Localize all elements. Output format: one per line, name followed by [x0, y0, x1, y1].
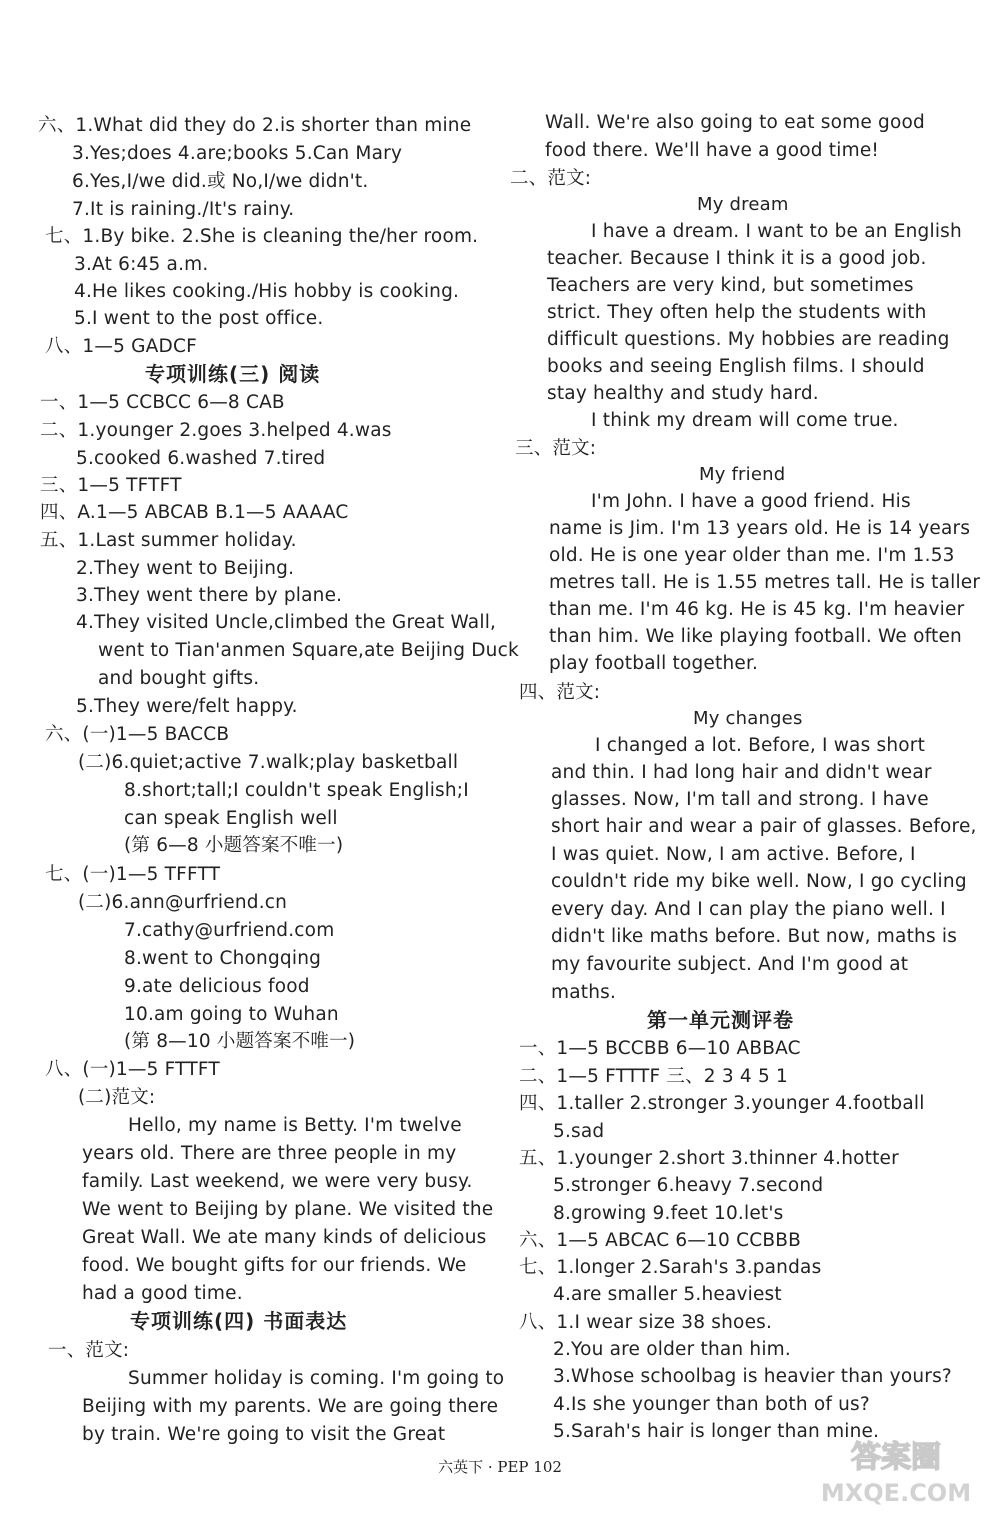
essay-title: My dream [697, 194, 789, 215]
essay-line: I think my dream will come true. [591, 410, 899, 431]
section-heading: 第一单元测评卷 [647, 1008, 794, 1032]
essay-line: We went to Beijing by plane. We visited the [82, 1199, 494, 1220]
answer-line: 四、1.taller 2.stronger 3.younger 4.football [519, 1093, 925, 1114]
essay-title: My friend [699, 464, 786, 485]
essay-line: every day. And I can play the piano well. I [551, 899, 946, 920]
answer-line: 六、1—5 ABCAC 6—10 CCBBB [519, 1230, 801, 1251]
essay-line: metres tall. He is 1.55 metres tall. He is taller [549, 572, 981, 593]
essay-line: I was quiet. Now, I am active. Before, I [551, 844, 916, 865]
watermark-domain: MXQE.COM [820, 1479, 972, 1507]
essay-line: old. He is one year older than me. I'm 1.53 [549, 545, 955, 566]
answer-line: 8.short;tall;I couldn't speak English;I [124, 780, 469, 801]
answer-line: 二、范文: [510, 168, 592, 189]
answer-line: 2.They went to Beijing. [76, 558, 295, 579]
answer-line: 3.Whose schoolbag is heavier than yours? [553, 1366, 952, 1387]
essay-line: Hello, my name is Betty. I'm twelve [128, 1115, 462, 1136]
section-heading: 专项训练(四) 书面表达 [130, 1309, 348, 1333]
answer-line: 七、1.longer 2.Sarah's 3.pandas [519, 1257, 822, 1278]
answer-line: can speak English well [124, 808, 338, 829]
answer-line: (二)6.ann@urfriend.cn [78, 892, 288, 913]
answer-line: 四、范文: [519, 682, 601, 703]
answer-line: 7.cathy@urfriend.com [124, 920, 335, 941]
answer-line: 七、1.By bike. 2.She is cleaning the/her room. [45, 226, 479, 247]
essay-line: strict. They often help the students with [547, 302, 927, 323]
answer-line: 一、1—5 CCBCC 6—8 CAB [40, 392, 285, 413]
answer-line: 9.ate delicious food [124, 976, 310, 997]
answer-line: 一、范文: [48, 1340, 130, 1361]
essay-title: My changes [693, 708, 803, 729]
essay-line: my favourite subject. And I'm good at [551, 954, 909, 975]
essay-line: glasses. Now, I'm tall and strong. I have [551, 789, 929, 810]
answer-line: 8.growing 9.feet 10.let's [553, 1203, 784, 1224]
essay-line: play football together. [549, 653, 759, 674]
answer-line: 五、1.younger 2.short 3.thinner 4.hotter [519, 1148, 899, 1169]
answer-line: 三、1—5 TFTFT [40, 475, 182, 496]
answer-line: 二、1.younger 2.goes 3.helped 4.was [40, 420, 392, 441]
essay-line: food. We bought gifts for our friends. We [82, 1255, 467, 1276]
answer-line: 八、(一)1—5 FTTFT [45, 1059, 220, 1080]
answer-line: 八、1.I wear size 38 shoes. [519, 1312, 773, 1333]
answer-line: 3.Yes;does 4.are;books 5.Can Mary [72, 143, 403, 164]
answer-line: went to Tian'anmen Square,ate Beijing Duck [98, 640, 519, 661]
answer-line: 6.Yes,I/we did.或 No,I/we didn't. [72, 171, 369, 192]
essay-line: by train. We're going to visit the Great [82, 1424, 446, 1445]
answer-line: 四、A.1—5 ABCAB B.1—5 AAAAC [40, 502, 349, 523]
essay-line: maths. [551, 982, 617, 1003]
answer-line: 六、1.What did they do 2.is shorter than mine [38, 115, 472, 136]
essay-line: than him. We like playing football. We often [549, 626, 962, 647]
answer-line: 2.You are older than him. [553, 1339, 791, 1360]
answer-line: 5.cooked 6.washed 7.tired [76, 448, 326, 469]
answer-line: 5.stronger 6.heavy 7.second [553, 1175, 824, 1196]
page-footer: 六英下 · PEP 102 [438, 1458, 562, 1476]
answer-line: 二、1—5 FTTTF 三、2 3 4 5 1 [519, 1066, 788, 1087]
answer-line: 4.They visited Uncle,climbed the Great Wall, [76, 612, 497, 633]
essay-line: name is Jim. I'm 13 years old. He is 14 years [549, 518, 971, 539]
answer-line: (二)范文: [78, 1087, 156, 1108]
answer-line: 5.They were/felt happy. [76, 696, 298, 717]
answer-note: (第 8—10 小题答案不唯一) [124, 1031, 356, 1052]
answer-note: (第 6—8 小题答案不唯一) [124, 835, 344, 856]
answer-line: 七、(一)1—5 TFFTT [45, 864, 221, 885]
answer-line: and bought gifts. [98, 668, 260, 689]
essay-line: years old. There are three people in my [82, 1143, 457, 1164]
answer-line: 3.At 6:45 a.m. [74, 254, 209, 275]
answer-line: 五、1.Last summer holiday. [40, 530, 297, 551]
answer-line: 4.are smaller 5.heaviest [553, 1284, 782, 1305]
answer-line: 7.It is raining./It's rainy. [72, 199, 295, 220]
essay-line: family. Last weekend, we were very busy. [82, 1171, 473, 1192]
answer-line: 3.They went there by plane. [76, 585, 343, 606]
essay-line: books and seeing English films. I should [547, 356, 925, 377]
essay-line: didn't like maths before. But now, maths is [551, 926, 958, 947]
essay-line: short hair and wear a pair of glasses. Before, [551, 816, 977, 837]
essay-line: Great Wall. We ate many kinds of delicious [82, 1227, 487, 1248]
answer-line: 8.went to Chongqing [124, 948, 322, 969]
answer-line: 八、1—5 GADCF [45, 336, 197, 357]
answer-line: 4.He likes cooking./His hobby is cooking. [74, 281, 460, 302]
essay-line: than me. I'm 46 kg. He is 45 kg. I'm heavier [549, 599, 965, 620]
answer-line: 5.sad [553, 1121, 605, 1142]
watermark-text: 答案圈 [851, 1440, 941, 1475]
essay-line: couldn't ride my bike well. Now, I go cycling [551, 871, 967, 892]
essay-line: I'm John. I have a good friend. His [591, 491, 911, 512]
answer-line: 4.Is she younger than both of us? [553, 1394, 870, 1415]
answer-line: 10.am going to Wuhan [124, 1004, 339, 1025]
answer-line: 5.I went to the post office. [74, 308, 324, 329]
essay-line: Teachers are very kind, but sometimes [547, 275, 914, 296]
essay-line: difficult questions. My hobbies are reading [547, 329, 950, 350]
answer-line: 一、1—5 BCCBB 6—10 ABBAC [519, 1038, 801, 1059]
essay-line: stay healthy and study hard. [547, 383, 819, 404]
answer-line: (二)6.quiet;active 7.walk;play basketball [78, 752, 459, 773]
section-heading: 专项训练(三) 阅读 [145, 362, 321, 386]
essay-line: and thin. I had long hair and didn't wear [551, 762, 932, 783]
answer-line: 六、(一)1—5 BACCB [45, 724, 230, 745]
essay-line: food there. We'll have a good time! [545, 140, 880, 161]
essay-line: Wall. We're also going to eat some good [545, 112, 925, 133]
essay-line: teacher. Because I think it is a good job. [547, 248, 927, 269]
essay-line: Beijing with my parents. We are going there [82, 1396, 499, 1417]
answer-line: 5.Sarah's hair is longer than mine. [553, 1421, 880, 1442]
essay-line: I have a dream. I want to be an English [591, 221, 962, 242]
essay-line: I changed a lot. Before, I was short [595, 735, 926, 756]
answer-line: 三、范文: [515, 438, 597, 459]
watermark-logo [806, 1431, 986, 1511]
essay-line: Summer holiday is coming. I'm going to [128, 1368, 505, 1389]
essay-line: had a good time. [82, 1283, 243, 1304]
